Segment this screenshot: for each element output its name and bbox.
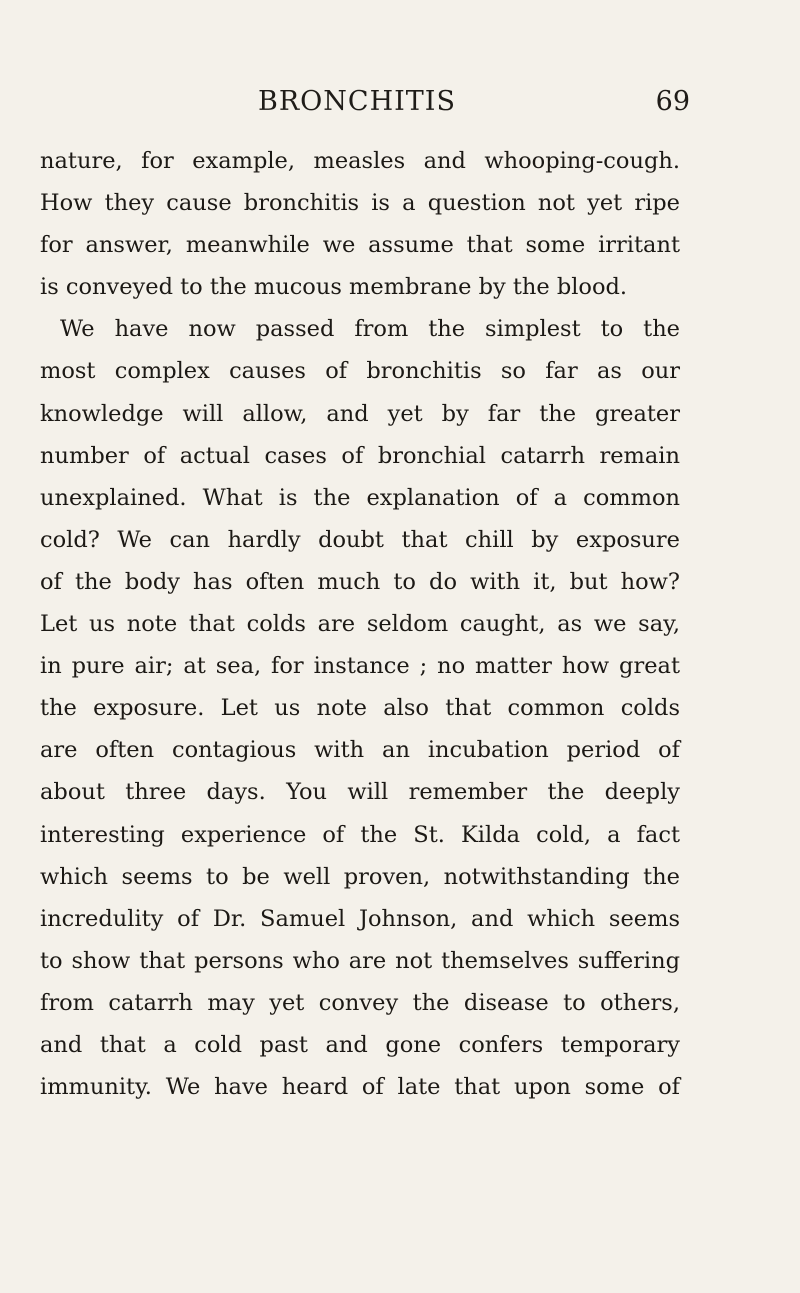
page-number: 69 bbox=[655, 86, 690, 117]
text-line: the exposure. Let us note also that common colds bbox=[40, 695, 680, 722]
text-line: most complex causes of bronchitis so far as our bbox=[40, 358, 680, 385]
text-line: cold? We can hardly doubt that chill by exposure bbox=[40, 526, 680, 553]
text-line: is conveyed to the mucous membrane by the blood. bbox=[40, 274, 628, 301]
body-text bbox=[40, 140, 680, 1108]
text-line: unexplained. What is the explanation of a common bbox=[40, 484, 680, 511]
text-line: in pure air; at sea, for instance ; no matter how great bbox=[40, 653, 680, 680]
text-line: of the body has often much to do with it, but how? bbox=[40, 568, 680, 595]
text-line: incredulity of Dr. Samuel Johnson, and which seems bbox=[40, 905, 680, 932]
page-header bbox=[30, 86, 690, 126]
text-line: for answer, meanwhile we assume that some irritant bbox=[40, 232, 680, 259]
text-line: interesting experience of the St. Kilda cold, a fact bbox=[40, 821, 680, 848]
text-line: nature, for example, measles and whooping-cough. bbox=[40, 148, 680, 174]
text-line: are often contagious with an incubation period of bbox=[40, 737, 680, 764]
text-line: immunity. We have heard of late that upon some of bbox=[40, 1074, 680, 1101]
text-line: Let us note that colds are seldom caught, as we say, bbox=[40, 611, 680, 638]
text-line: which seems to be well proven, notwithstanding the bbox=[40, 863, 680, 890]
text-line: and that a cold past and gone confers temporary bbox=[40, 1031, 680, 1058]
text-line: number of actual cases of bronchial catarrh remain bbox=[40, 442, 680, 469]
text-line: knowledge will allow, and yet by far the greater bbox=[40, 400, 680, 427]
paragraph-start-line: We have now passed from the simplest to the bbox=[60, 316, 680, 343]
text-line: from catarrh may yet convey the disease to others, bbox=[40, 989, 680, 1016]
running-head: BRONCHITIS bbox=[258, 86, 456, 117]
text-line: How they cause bronchitis is a question not yet ripe bbox=[40, 190, 680, 217]
text-line: about three days. You will remember the deeply bbox=[40, 779, 680, 806]
text-line: to show that persons who are not themselves suffering bbox=[40, 947, 680, 974]
